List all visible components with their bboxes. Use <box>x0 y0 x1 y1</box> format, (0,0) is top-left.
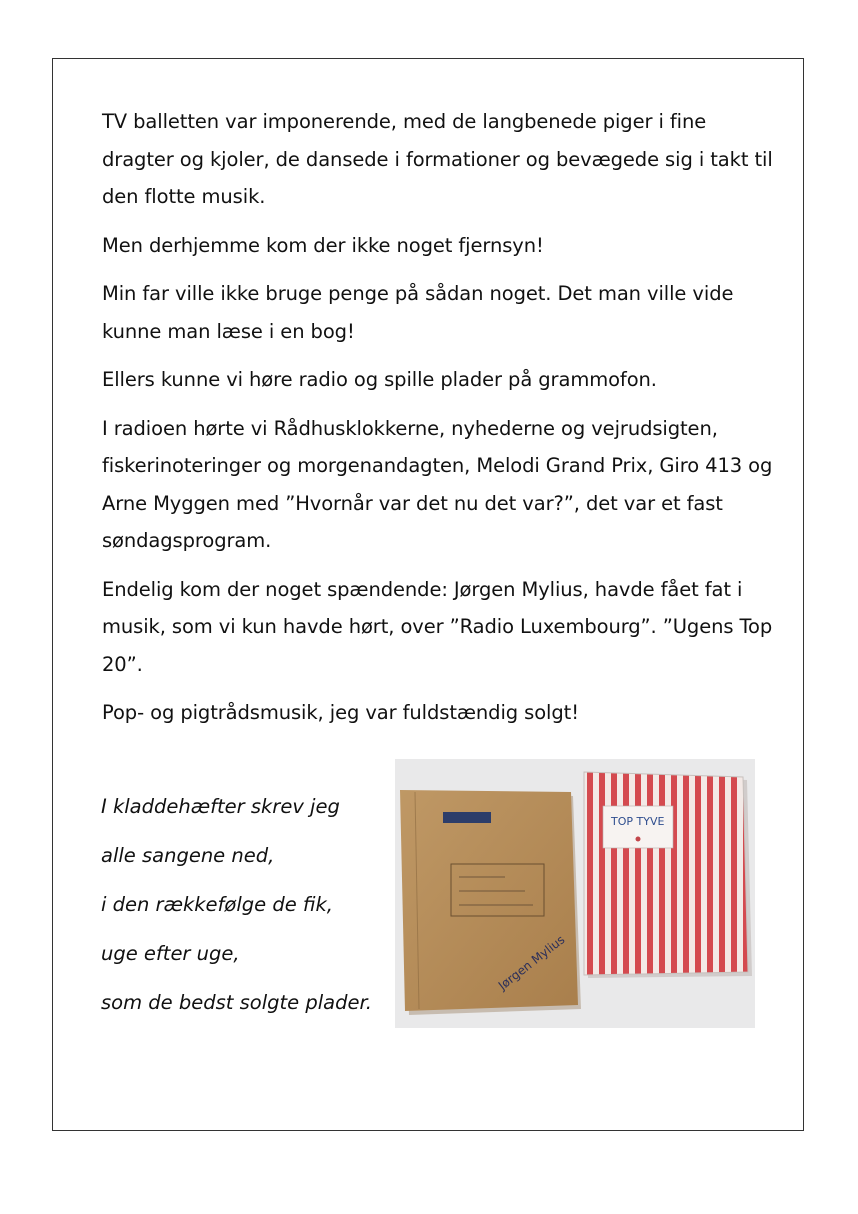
story-text <box>102 103 774 743</box>
paragraph: Endelig kom der noget spændende: Jørgen Mylius, havde fået fat i musik, som vi kun havde hørt, over ”Radio Luxembourg”. ”Ugens Top 20”. <box>102 577 773 676</box>
notebooks-photo <box>395 759 755 1028</box>
paragraph: TV balletten var imponerende, med de langbenede piger i fine dragter og kjoler, de dansede i formationer og bevægede sig i takt til den flotte musik. <box>102 110 773 208</box>
poem-line: I kladdehæfter skrev jeg <box>101 795 340 818</box>
paragraph: Ellers kunne vi høre radio og spille plader på grammofon. <box>102 368 657 391</box>
paragraph: I radioen hørte vi Rådhusklokkerne, nyhederne og vejrudsigten, fiskerinoteringer og morgenandagten, Melodi Grand Prix, Giro 413 og Arne Myggen med ”Hvornår var det nu det var?”, det var et fast søndagsprogram. <box>102 416 773 552</box>
striped-notebook <box>584 772 752 978</box>
poem-line: i den rækkefølge de fik, <box>101 893 334 916</box>
right-notebook-label: TOP TYVE <box>611 815 665 828</box>
paragraph: Min far ville ikke bruge penge på sådan noget. Det man ville vide kunne man læse i en bog! <box>102 282 734 343</box>
kraft-notebook <box>400 790 581 1015</box>
poem-line: uge efter uge, <box>101 942 240 965</box>
poem-line: alle sangene ned, <box>101 844 275 867</box>
poem <box>101 782 401 1027</box>
stamp-icon <box>443 812 491 823</box>
paragraph: Men derhjemme kom der ikke noget fjernsyn! <box>102 233 544 257</box>
poem-line: som de bedst solgte plader. <box>101 991 372 1014</box>
left-notebook-label: Jørgen Mylius <box>495 932 568 993</box>
paragraph: Pop- og pigtrådsmusik, jeg var fuldstændig solgt! <box>102 701 579 724</box>
